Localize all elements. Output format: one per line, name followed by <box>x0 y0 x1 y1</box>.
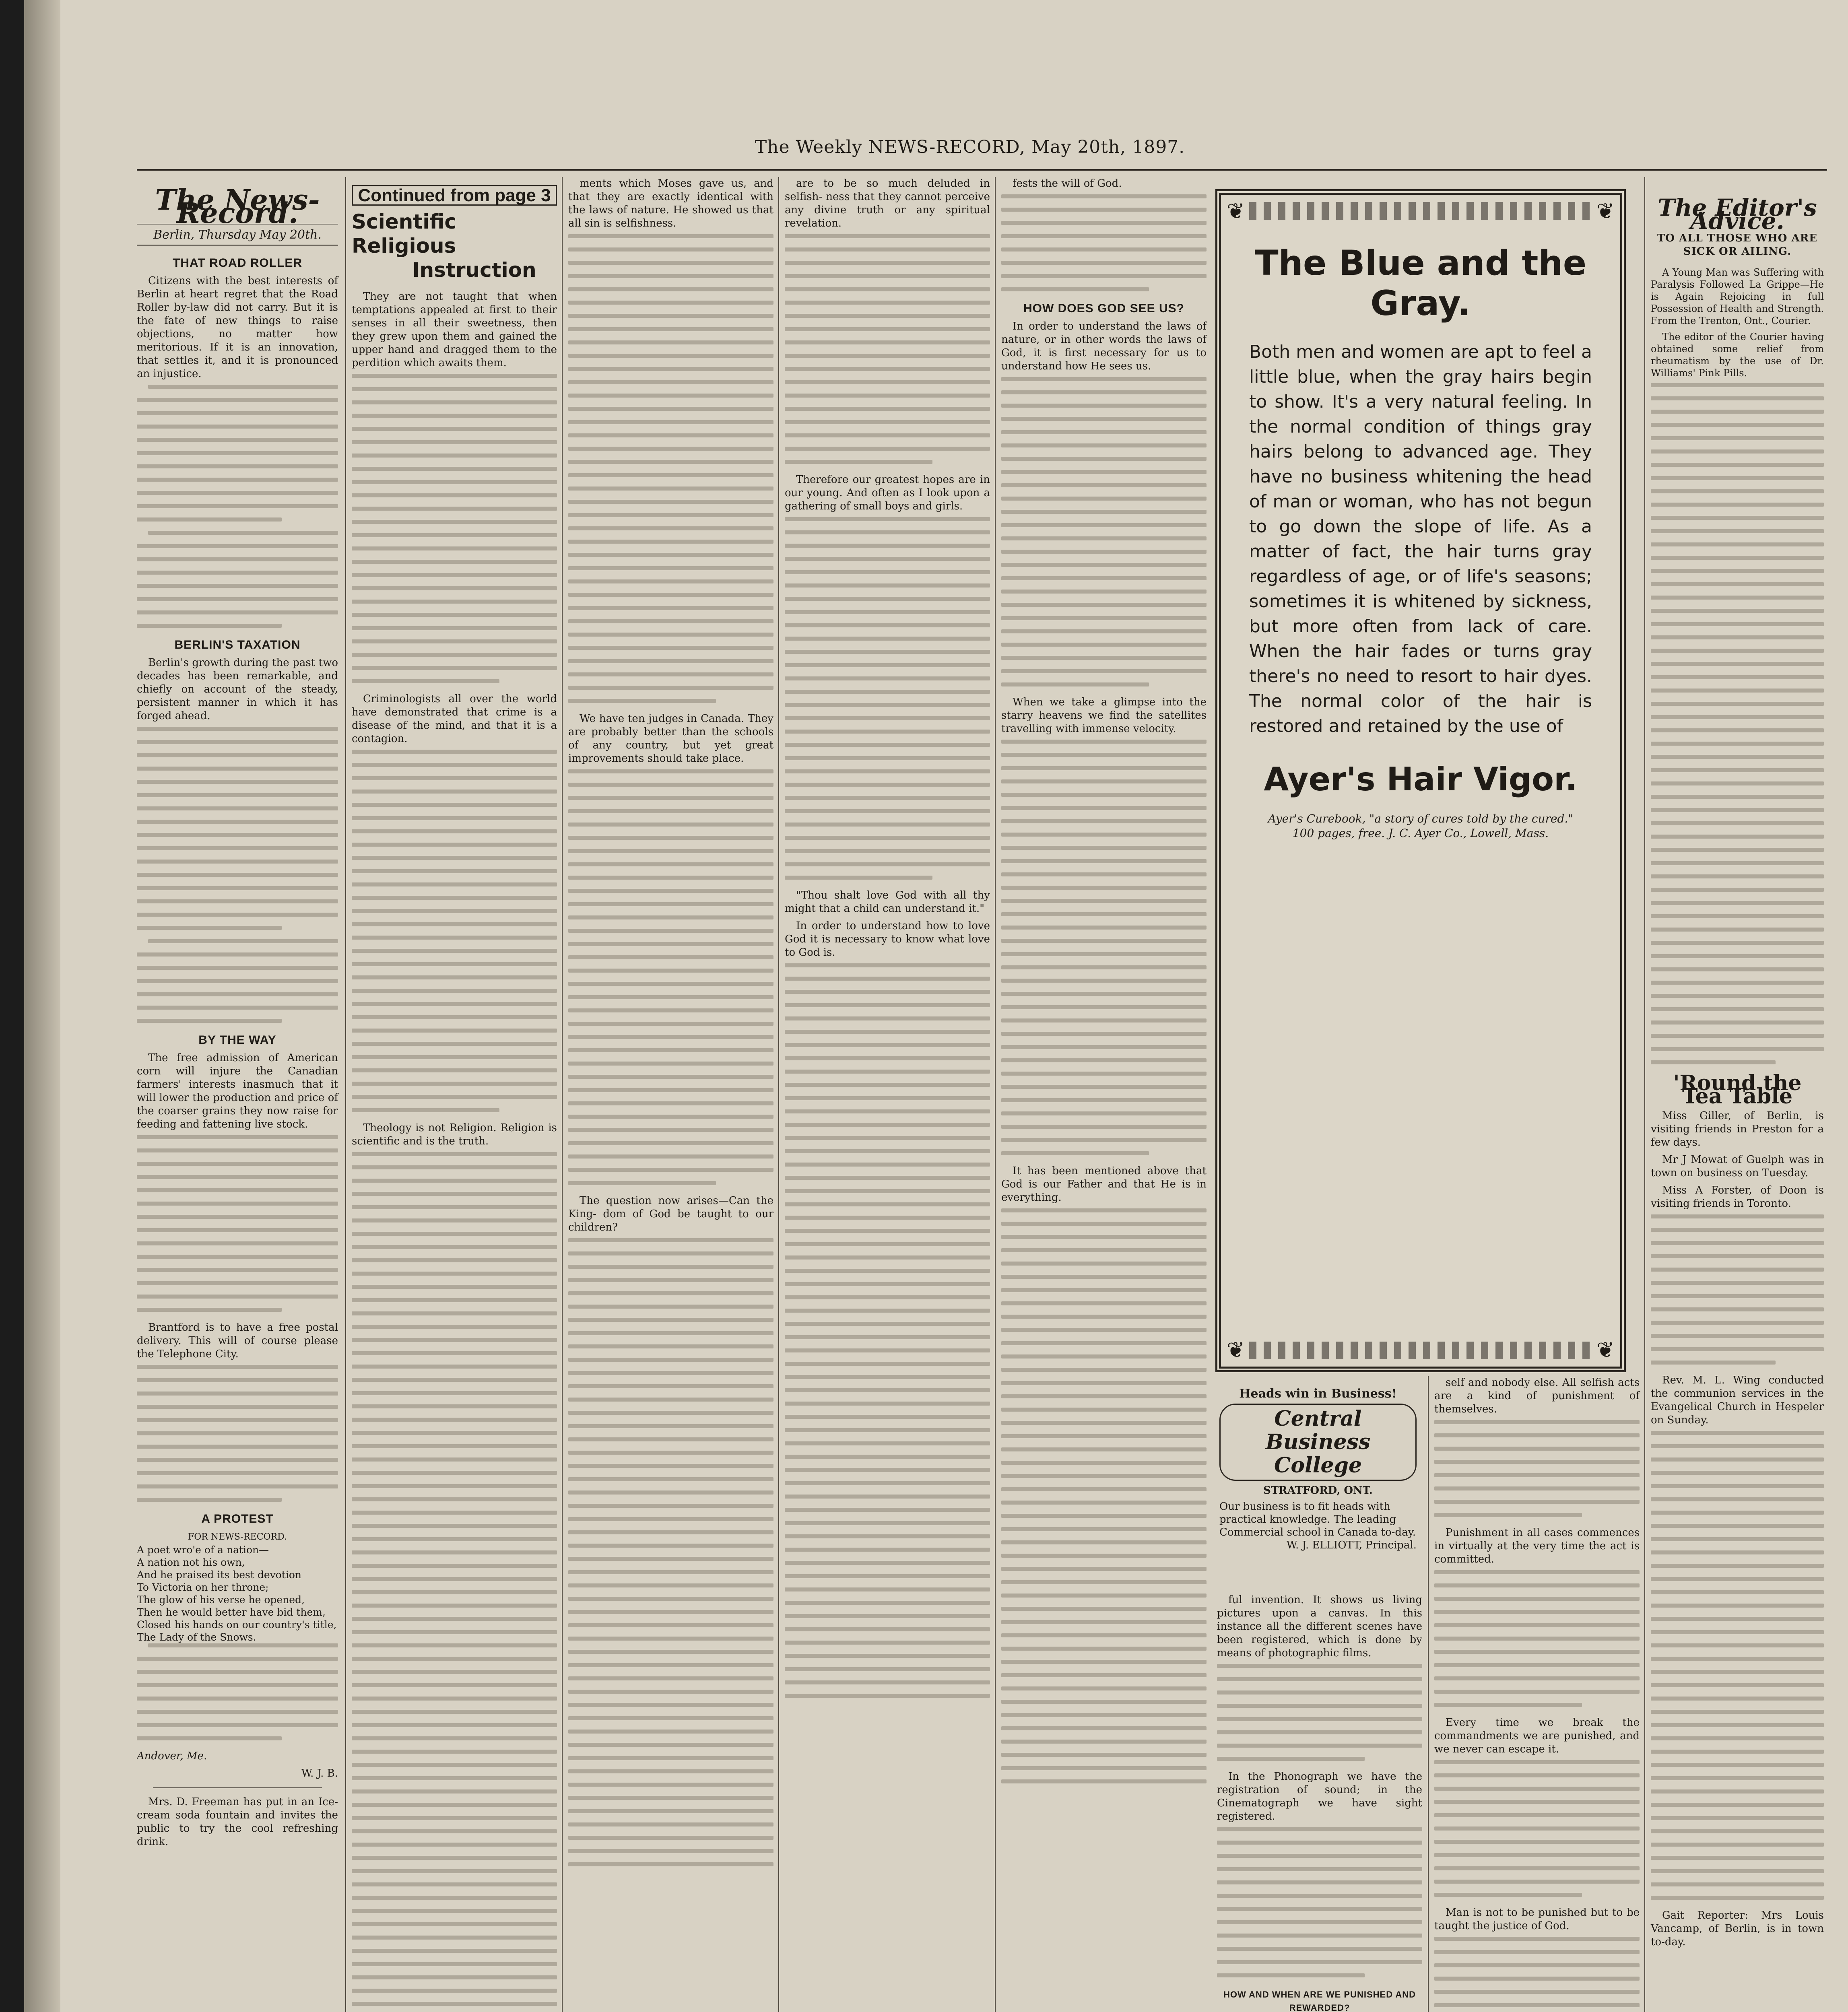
ad-title: The Blue and the Gray. <box>1254 243 1587 324</box>
article-paragraph: fests the will of God. <box>1013 177 1122 190</box>
article-paragraph: are to be so much deluded in selfish- ness that they cannot perceive any divine truth or any spiritual revelation. <box>785 177 990 229</box>
text-lines <box>137 1365 338 1502</box>
column-3 <box>562 177 779 2012</box>
column-5 <box>995 177 1212 2012</box>
column-6 <box>1211 1594 1428 2012</box>
editors-advice-heading: The Editor's Advice. <box>1658 194 1817 235</box>
article-paragraph: The editor of the Courier having obtained some relief from rheumatism by the use of Dr. Williams' Pink Pills. <box>1651 331 1824 379</box>
text-lines <box>785 963 990 1698</box>
article-paragraph: Criminologists all over the world have demonstrated that crime is a disease of the mind, and that it is a contagion. <box>352 693 557 745</box>
article-paragraph: Man is not to be punished but to be taught the justice of God. <box>1434 1907 1640 1932</box>
text-lines <box>352 1152 557 2012</box>
social-item: Miss Giller, of Berlin, is visiting friends in Preston for a few days. <box>1651 1110 1824 1148</box>
article-paragraph: Every time we break the commandments we are punished, and we never can escape it. <box>1434 1717 1640 1755</box>
article-paragraph: ments which Moses gave us, and that they are exactly identical with the laws of nature. He showed us that all sin is selfishness. <box>568 177 773 229</box>
poem-line: Closed his hands on our country's title, <box>137 1619 337 1631</box>
article-paragraph: Punishment in all cases commences in virtually at the very time the act is committed. <box>1434 1527 1640 1565</box>
freeman-notice: Mrs. D. Freeman has put in an Ice-cream soda fountain and invites the public to try the cool refreshing drink. <box>137 1796 338 1848</box>
text-lines <box>137 727 338 1023</box>
text-lines <box>1651 1431 1824 1900</box>
text-lines <box>1651 1214 1824 1365</box>
article-paragraph: It has been mentioned above that God is our Father and that He is in everything. <box>1001 1165 1207 1204</box>
text-lines <box>785 234 990 464</box>
protest-heading: A PROTEST <box>201 1512 274 1525</box>
article-paragraph: The question now arises—Can the King- dom of God be taught to our children? <box>568 1195 773 1233</box>
ornament-icon: ❦ <box>1227 1337 1245 1363</box>
continued-banner: Continued from page 3 <box>352 185 557 206</box>
how-does-god-see-us-heading: HOW DOES GOD SEE US? <box>1023 302 1185 315</box>
ad-footer-line: 100 pages, free. J. C. Ayer Co., Lowell, Mass. <box>1292 827 1549 840</box>
article-paragraph: ful invention. It shows us living pictures upon a canvas. In this instance all the different scenes have been registered, which is done by means of photographic films. <box>1217 1594 1422 1659</box>
article-paragraph: self and nobody else. All selfish acts are a kind of punishment of themselves. <box>1434 1377 1640 1415</box>
central-business-college-ad <box>1215 1384 1421 1585</box>
article-paragraph: In order to understand how to love God it is necessary to know what love to God is. <box>785 920 990 959</box>
college-logo-line: Central <box>1274 1406 1362 1431</box>
berlin-taxation-heading: BERLIN'S TAXATION <box>174 638 301 651</box>
poem-line: The Lady of the Snows. <box>137 1631 256 1643</box>
text-lines <box>568 769 773 1185</box>
article-paragraph: In the Phonograph we have the registration of sound; in the Cinematograph we have sight registered. <box>1217 1771 1422 1822</box>
by-the-way-heading: BY THE WAY <box>198 1033 276 1047</box>
college-ad-text: Our business is to fit heads with practical knowledge. The leading Commercial school in Canada to-day. <box>1219 1501 1416 1538</box>
ad-footer <box>1249 812 1592 841</box>
text-lines <box>137 1135 338 1312</box>
college-principal: W. J. ELLIOTT, Principal. <box>1286 1539 1417 1551</box>
ornament-icon: ❦ <box>1227 198 1245 224</box>
masthead: The News-Record. <box>155 183 320 230</box>
protest-poem <box>137 1544 338 1643</box>
text-lines <box>1434 1760 1640 1897</box>
article-title <box>352 210 557 282</box>
text-lines <box>1217 1827 1422 1977</box>
road-roller-heading: THAT ROAD ROLLER <box>172 256 303 270</box>
text-lines <box>137 1643 338 1740</box>
article-paragraph: They are not taught that when temptations appealed at first to their senses in all their sweetness, then they grew upon them and gained the upper hand and dragged them to the perdition which awaits them. <box>352 291 557 369</box>
text-lines <box>1651 383 1824 1064</box>
editors-advice-subheading: TO ALL THOSE WHO ARE SICK OR AILING. <box>1657 232 1818 258</box>
poem-line: Then he would better have bid them, <box>137 1606 326 1618</box>
social-item: Gait Reporter: Mrs Louis Vancamp, of Berlin, is in town to-day. <box>1651 1909 1824 1948</box>
article-paragraph: Theology is not Religion. Religion is scientific and is the truth. <box>352 1122 557 1147</box>
text-lines <box>1001 377 1207 686</box>
college-ad-headline: Heads win in Business! <box>1239 1387 1397 1401</box>
column-2 <box>345 177 563 2012</box>
article-title-line: Scientific Religious <box>352 210 457 258</box>
text-lines <box>568 1238 773 1866</box>
college-logo-line: Business College <box>1265 1430 1371 1478</box>
article-quote: "Thou shalt love God with all thy might that a child can understand it." <box>785 889 990 915</box>
poem-place: Andover, Me. <box>137 1750 207 1762</box>
ornament-icon: ❦ <box>1596 198 1615 224</box>
article-paragraph: In order to understand the laws of nature, or in other words the laws of God, it is first necessary for us to understand how He sees us. <box>1001 320 1207 372</box>
poem-line: A poet wro'e of a nation— <box>137 1544 269 1556</box>
article-paragraph: Therefore our greatest hopes are in our young. And often as I look upon a gathering of small boys and girls. <box>785 474 990 512</box>
text-lines <box>352 374 557 683</box>
article-paragraph: We have ten judges in Canada. They are probably better than the schools of any country, but yet great improvements should take place. <box>568 713 773 765</box>
top-rule <box>137 169 1827 171</box>
poem-line: And he praised its best devotion <box>137 1569 301 1581</box>
divider <box>153 1787 322 1788</box>
ornamental-border <box>1249 202 1592 220</box>
text-lines <box>352 750 557 1112</box>
poem-line: To Victoria on her throne; <box>137 1581 269 1593</box>
article-paragraph: When we take a glimpse into the starry heavens we find the satellites travelling with immense velocity. <box>1001 696 1207 735</box>
ad-body: Both men and women are apt to feel a little blue, when the gray hairs begin to show. It's a very natural feeling. In the normal condition of things gray hairs belong to advanced age. They have no business whitening the head of man or woman, who has not begun to go down the slope of life. As a matter of fact, the hair turns gray regardless of age, or of life's seasons; sometimes it is whitened by sickness, but more often from lack of care. When the hair fades or turns gray there's no need to resort to hair dyes. The normal color of the hair is restored and retained by the use of <box>1249 342 1592 736</box>
brantford-text: Brantford is to have a free postal delivery. This will of course please the Telephone City. <box>137 1321 338 1360</box>
text-lines <box>1001 194 1207 291</box>
college-logo <box>1219 1404 1417 1481</box>
column-8 <box>1644 177 1824 2012</box>
newspaper-page <box>24 0 1848 2012</box>
social-item: Miss A Forster, of Doon is visiting friends in Toronto. <box>1651 1184 1824 1210</box>
poem-line: The glow of his verse he opened, <box>137 1594 305 1606</box>
poem-initials: W. J. B. <box>301 1767 338 1779</box>
poem-line: A nation not his own, <box>137 1556 245 1568</box>
article-title-line: Instruction <box>412 258 536 282</box>
page-binding-edge <box>24 0 60 2012</box>
text-lines <box>137 385 338 628</box>
ad-product-name: Ayer's Hair Vigor. <box>1264 761 1578 798</box>
column-4 <box>778 177 996 2012</box>
social-item: Rev. M. L. Wing conducted the communion services in the Evangelical Church in Hespeler on Sunday. <box>1651 1374 1824 1426</box>
protest-subheading: FOR NEWS-RECORD. <box>188 1532 287 1542</box>
punishment-heading: HOW AND WHEN ARE WE PUNISHED AND REWARDED? <box>1223 1989 1416 2012</box>
ad-footer-line: Ayer's Curebook, "a story of cures told by the cured." <box>1268 812 1574 825</box>
social-item: Mr J Mowat of Guelph was in town on business on Tuesday. <box>1651 1154 1824 1179</box>
dateline: Berlin, Thursday May 20th. <box>137 224 338 246</box>
article-paragraph: A Young Man was Suffering with Paralysis Followed La Grippe—He is Again Rejoicing in full Possession of Health and Strength. From the Trenton, Ont., Courier. <box>1651 267 1824 326</box>
text-lines <box>785 517 990 880</box>
text-lines <box>1217 1664 1422 1761</box>
column-1 <box>137 177 344 2012</box>
text-lines <box>1001 1208 1207 1783</box>
ornament-icon: ❦ <box>1596 1337 1615 1363</box>
text-lines <box>1434 1937 1640 2012</box>
road-roller-text: Citizens with the best interests of Berlin at heart regret that the Road Roller by-law did not carry. But it is the fate of new things to raise objections, no matter how meritorious. If it is an innovation, that settles it, and it is pronounced an injustice. <box>137 275 338 380</box>
tea-table-heading: 'Round the Tea Table <box>1673 1071 1802 1109</box>
text-lines <box>1434 1420 1640 1517</box>
college-city: STRATFORD, ONT. <box>1263 1484 1373 1497</box>
text-lines <box>568 234 773 703</box>
berlin-taxation-text: Berlin's growth during the past two decades has been remarkable, and chiefly on account of the steady, persistent manner in which it has forged ahead. <box>137 657 338 722</box>
running-head: The Weekly NEWS-RECORD, May 20th, 1897. <box>755 137 1185 157</box>
ornamental-border <box>1249 1342 1592 1359</box>
text-lines <box>1001 740 1207 1155</box>
text-lines <box>1434 1570 1640 1707</box>
ayers-hair-vigor-ad <box>1215 189 1626 1372</box>
column-7 <box>1428 1376 1645 2012</box>
by-the-way-text: The free admission of American corn will injure the Canadian farmers' interests inasmuch that it will lower the production and price of the coarser grains they now raise for feeding and fattening live stock. <box>137 1052 338 1130</box>
